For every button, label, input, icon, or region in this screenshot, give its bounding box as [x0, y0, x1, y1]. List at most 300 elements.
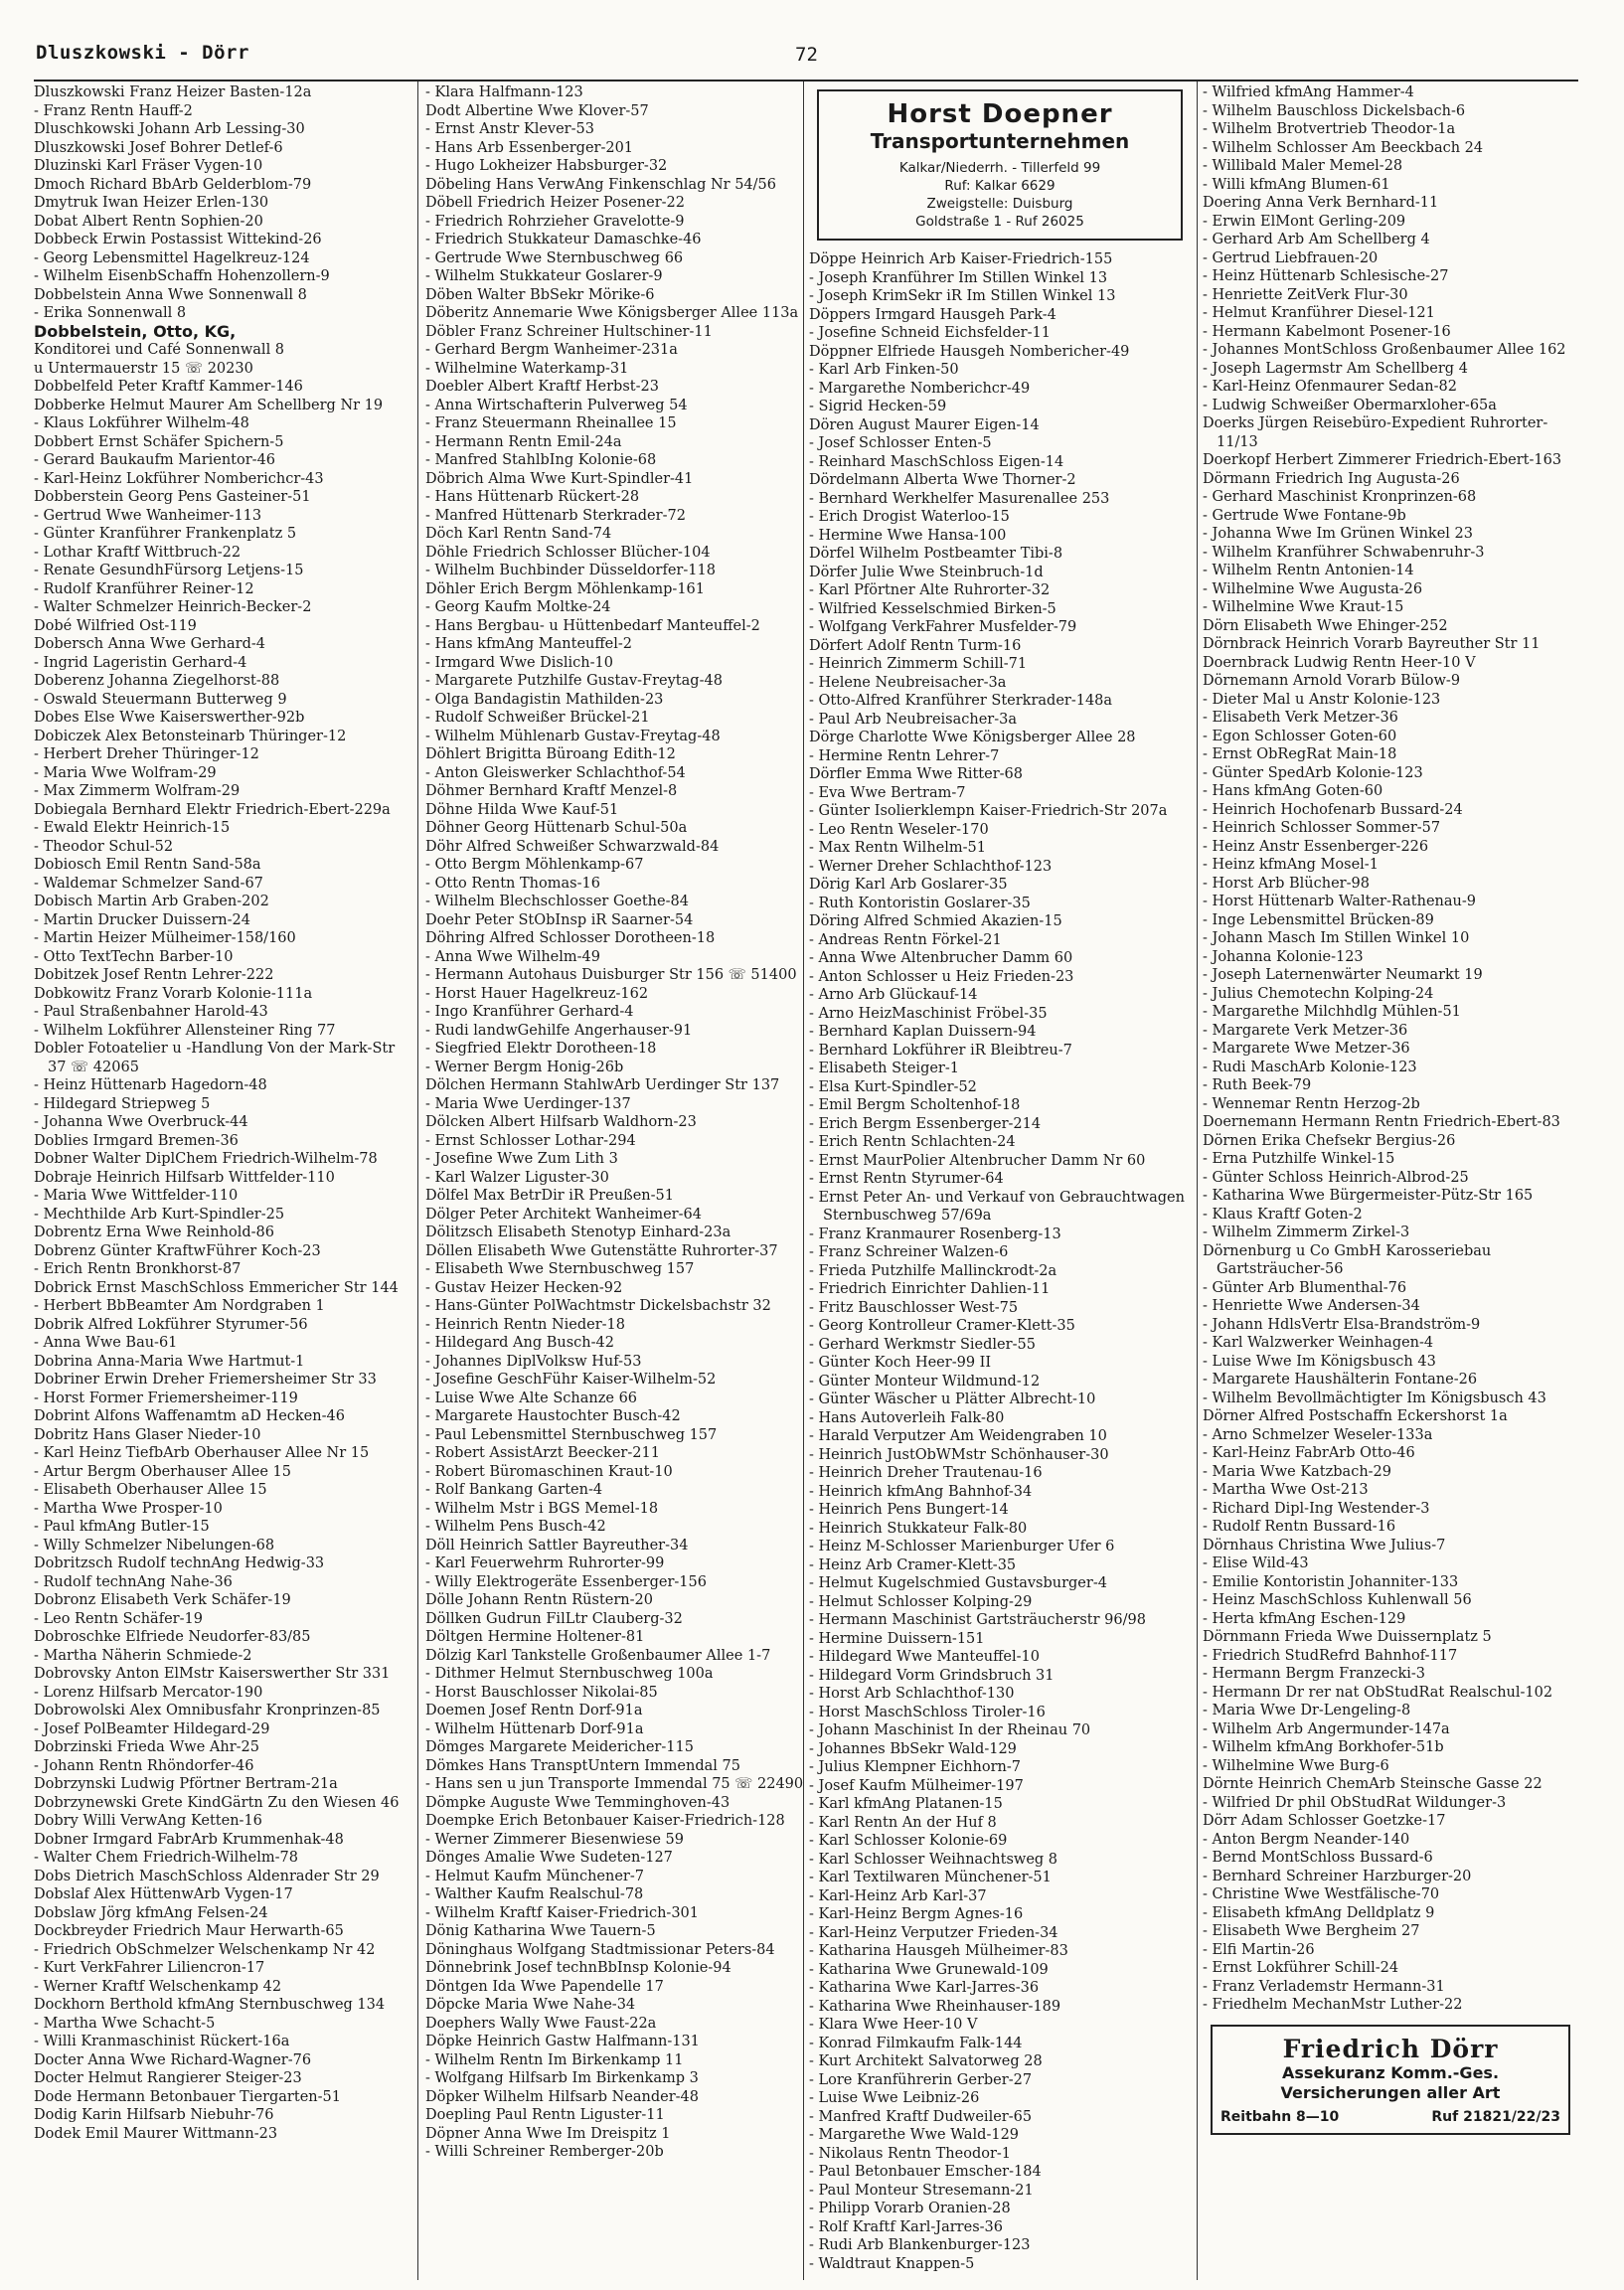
directory-entry: - Wilhelm Bevollmächtigter Im Königsbusch 43 — [1203, 1390, 1546, 1406]
directory-entry: - Hans Bergbau- u Hüttenbedarf Manteuffel-2 — [425, 617, 760, 634]
directory-entry: - Kurt VerkFahrer Liliencron-17 — [34, 1960, 265, 1976]
doepner-advert — [817, 89, 1183, 241]
directory-entry: - Gerhard Bergm Wanheimer-231a — [425, 342, 678, 358]
directory-entry: Döhmer Bernhard Kraftf Menzel-8 — [425, 783, 678, 799]
directory-entry: Dobberstein Georg Pens Gasteiner-51 — [34, 489, 311, 505]
directory-entry: Dörge Charlotte Wwe Königsberger Allee 28 — [809, 730, 1136, 745]
directory-column-1 — [34, 83, 415, 2280]
directory-entry: - Johann Maschinist In der Rheinau 70 — [809, 1722, 1091, 1738]
directory-entry: - Willi kfmAng Blumen-61 — [1203, 176, 1390, 193]
directory-entry: - Erna Putzhilfe Winkel-15 — [1203, 1151, 1395, 1167]
directory-entry: Döninghaus Wolfgang Stadtmissionar Peters-84 — [425, 1941, 775, 1958]
directory-entry: - Andreas Rentn Förkel-21 — [809, 931, 1002, 948]
directory-entry: - Egon Schlosser Goten-60 — [1203, 728, 1397, 744]
directory-entry: Dobat Albert Rentn Sophien-20 — [34, 213, 263, 230]
directory-entry: Dörnemann Arnold Vorarb Bülow-9 — [1203, 673, 1461, 689]
directory-entry: Dobiegala Bernhard Elektr Friedrich-Ebert-229a — [34, 801, 391, 818]
directory-entry: Dobrzinski Frieda Wwe Ahr-25 — [34, 1739, 260, 1755]
directory-entry: - Günter SpedArb Kolonie-123 — [1203, 764, 1423, 781]
directory-entry: - Franz Kranmaurer Rosenberg-13 — [809, 1226, 1061, 1242]
directory-entry: - Heinz Arb Cramer-Klett-35 — [809, 1556, 1017, 1573]
directory-entry: - Klaus Kraftf Goten-2 — [1203, 1206, 1363, 1223]
directory-entry: - Anton Bergm Neander-140 — [1203, 1831, 1410, 1848]
directory-entry: Dluszkowski Franz Heizer Basten-12a — [34, 84, 312, 100]
directory-entry: - Hermann Dr rer nat ObStudRat Realschul-102 — [1203, 1684, 1553, 1701]
directory-entry: - Heinrich Rentn Nieder-18 — [425, 1316, 626, 1333]
directory-entry: - Willy Schmelzer Nibelungen-68 — [34, 1537, 275, 1554]
directory-entry: - Dieter Mal u Anstr Kolonie-123 — [1203, 691, 1441, 708]
directory-column-4 — [1203, 83, 1578, 2280]
directory-entry: Döbeling Hans VerwAng Finkenschlag Nr 54/56 — [425, 176, 776, 193]
directory-entry: - Gerhard Werkmstr Siedler-55 — [809, 1336, 1036, 1353]
directory-entry: - Theodor Schul-52 — [34, 838, 174, 855]
directory-entry: - Heinz kfmAng Mosel-1 — [1203, 857, 1379, 873]
directory-entry: - Friedhelm MechanMstr Luther-22 — [1203, 1997, 1463, 2013]
header-rule — [34, 80, 1578, 82]
directory-entry: Dockhorn Berthold kfmAng Sternbuschweg 134 — [34, 1997, 386, 2013]
directory-entry: - Martin Drucker Duissern-24 — [34, 911, 250, 928]
directory-entry: - Ernst Anstr Klever-53 — [425, 121, 594, 137]
directory-entry: - Horst Arb Blücher-98 — [1203, 875, 1370, 892]
directory-entry: - Karl Textilwaren Münchener-51 — [809, 1870, 1052, 1885]
directory-entry: - Elisabeth Steiger-1 — [809, 1061, 959, 1076]
directory-entry: - Karl-Heinz Arb Karl-37 — [809, 1887, 987, 1904]
directory-entry: - Julius Klempner Eichhorn-7 — [809, 1759, 1022, 1775]
advert-line: Ruf: Kalkar 6629 — [944, 178, 1056, 194]
directory-entry: - Wilhelm Brotvertrieb Theodor-1a — [1203, 121, 1456, 137]
directory-entry: - Ingo Kranführer Gerhard-4 — [425, 1004, 634, 1020]
directory-entry: - Willi Kranmaschinist Rückert-16a — [34, 2034, 290, 2049]
directory-entry: Dobrik Alfred Lokführer Styrumer-56 — [34, 1316, 308, 1333]
directory-entry: - Horst Former Friemersheimer-119 — [34, 1390, 298, 1406]
directory-entry: - Josef Kaufm Mülheimer-197 — [809, 1777, 1024, 1794]
directory-entry: - Wilfried Dr phil ObStudRat Wildunger-3 — [1203, 1794, 1507, 1811]
directory-entry: Doepling Paul Rentn Liguster-11 — [425, 2107, 665, 2123]
directory-entry: - Lore Kranführerin Gerber-27 — [809, 2071, 1033, 2088]
directory-entry: - Sigrid Hecken-59 — [809, 399, 947, 414]
directory-entry: - Rolf Bankang Garten-4 — [425, 1482, 603, 1498]
directory-entry: - Maria Wwe Wittfelder-110 — [34, 1188, 239, 1204]
directory-entry: Doerks Jürgen Reisebüro-Expedient Ruhrorter-11/13 — [1203, 415, 1548, 450]
directory-entry: - Maria Wwe Dr-Lengeling-8 — [1203, 1703, 1411, 1718]
directory-entry: - Helmut Kugelschmied Gustavsburger-4 — [809, 1575, 1107, 1591]
directory-entry: - Gertrude Wwe Fontane-9b — [1203, 507, 1406, 524]
directory-entry: Dörfler Emma Wwe Ritter-68 — [809, 766, 1023, 782]
directory-entry: - Ernst Peter An- und Verkauf von Gebrauchtwagen Sternbuschweg 57/69a — [809, 1189, 1185, 1224]
directory-entry: - Elisabeth Wwe Sternbuschweg 157 — [425, 1261, 695, 1277]
directory-entry: Dölle Johann Rentn Rüstern-20 — [425, 1592, 653, 1608]
directory-entry: - Wilhelm Kraftf Kaiser-Friedrich-301 — [425, 1904, 699, 1921]
directory-entry: Dölchen Hermann StahlwArb Uerdinger Str 137 — [425, 1077, 780, 1093]
directory-entry: - Manfred StahlbIng Kolonie-68 — [425, 452, 657, 468]
directory-entry: - Arno HeizMaschinist Fröbel-35 — [809, 1005, 1048, 1022]
directory-entry: - Johannes DiplVolksw Huf-53 — [425, 1353, 642, 1370]
directory-entry: Döhle Friedrich Schlosser Blücher-104 — [425, 544, 711, 561]
directory-entry: Döhlert Brigitta Büroang Edith-12 — [425, 746, 676, 762]
directory-entry: Dobraje Heinrich Hilfsarb Wittfelder-110 — [34, 1169, 335, 1186]
directory-entry: Dockbreyder Friedrich Maur Herwarth-65 — [34, 1923, 344, 1939]
directory-entry: - Joseph Laternenwärter Neumarkt 19 — [1203, 967, 1483, 983]
directory-entry: - Friedrich Stukkateur Damaschke-46 — [425, 232, 702, 247]
directory-entry: - Anton Schlosser u Heiz Frieden-23 — [809, 968, 1074, 985]
directory-entry: Dobslaw Jörg kfmAng Felsen-24 — [34, 1904, 268, 1921]
directory-entry: - Heinz M-Schlosser Marienburger Ufer 6 — [809, 1539, 1115, 1554]
directory-entry: Dobisch Martin Arb Graben-202 — [34, 894, 269, 909]
directory-entry: - Gertrud Wwe Wanheimer-113 — [34, 507, 262, 524]
directory-entry: - Hermann Autohaus Duisburger Str 156 ☏ 51400 — [425, 967, 797, 983]
directory-entry: - Karl Schlosser Weihnachtsweg 8 — [809, 1851, 1058, 1868]
directory-entry: - Karl Rentn An der Huf 8 — [809, 1814, 997, 1831]
directory-entry: - Rudi landwGehilfe Angerhauser-91 — [425, 1022, 693, 1039]
directory-entry: Döhring Alfred Schlosser Dorotheen-18 — [425, 930, 716, 946]
directory-entry: - Irmgard Wwe Dislich-10 — [425, 654, 613, 671]
directory-entry: - Philipp Vorarb Oranien-28 — [809, 2201, 1011, 2216]
directory-entry: - Elise Wild-43 — [1203, 1555, 1309, 1571]
directory-entry: Doebler Albert Kraftf Herbst-23 — [425, 379, 659, 395]
advert-subtitle: Transportunternehmen — [870, 129, 1130, 153]
directory-entry: - Joseph KrimSekr iR Im Stillen Winkel 13 — [809, 288, 1116, 304]
directory-entry: - Emil Bergm Scholtenhof-18 — [809, 1097, 1021, 1113]
directory-entry: - Wilhelm EisenbSchaffn Hohenzollern-9 — [34, 268, 330, 284]
directory-entry: - Franz Schreiner Walzen-6 — [809, 1244, 1009, 1260]
directory-entry: Dobberke Helmut Maurer Am Schellberg Nr 19 — [34, 397, 384, 413]
directory-entry: - Karl Schlosser Kolonie-69 — [809, 1833, 1008, 1849]
directory-entry: - Heinrich kfmAng Bahnhof-34 — [809, 1483, 1033, 1500]
directory-entry: - Bernd MontSchloss Bussard-6 — [1203, 1850, 1433, 1866]
directory-entry: Dobbelfeld Peter Kraftf Kammer-146 — [34, 379, 303, 395]
advert-line: Kalkar/Niederrh. - Tillerfeld 99 — [898, 160, 1101, 176]
directory-entry: - Harald Verputzer Am Weidengraben 10 — [809, 1428, 1107, 1444]
directory-entry: Dönnebrink Josef technBbInsp Kolonie-94 — [425, 1960, 731, 1976]
directory-entry: - Anna Wwe Altenbrucher Damm 60 — [809, 950, 1073, 966]
directory-entry: - Johannes MontSchloss Großenbaumer Allee 162 — [1203, 342, 1566, 358]
directory-entry: - Heinz Hüttenarb Hagedorn-48 — [34, 1077, 267, 1093]
directory-entry: - Wilhelm Mstr i BGS Memel-18 — [425, 1500, 659, 1517]
directory-entry: Doblies Irmgard Bremen-36 — [34, 1132, 239, 1149]
directory-entry: - Hermine Rentn Lehrer-7 — [809, 747, 1000, 764]
directory-entry: - Günter Monteur Wildmund-12 — [809, 1373, 1041, 1390]
directory-entry: - Anna Wirtschafterin Pulverweg 54 — [425, 397, 688, 413]
directory-entry: - Margarethe Milchhdlg Mühlen-51 — [1203, 1004, 1461, 1020]
directory-entry: - Hans Arb Essenberger-201 — [425, 139, 634, 156]
directory-entry: Dörnen Erika Chefsekr Bergius-26 — [1203, 1132, 1456, 1149]
directory-entry: Dobner Walter DiplChem Friedrich-Wilhelm-78 — [34, 1151, 378, 1167]
directory-entry: - Wilhelmine Wwe Burg-6 — [1203, 1757, 1389, 1774]
directory-entry: - Margarete Haustochter Busch-42 — [425, 1408, 681, 1424]
directory-entry: - Josef Schlosser Enten-5 — [809, 435, 992, 451]
directory-entry: - Johanna Kolonie-123 — [1203, 948, 1364, 965]
directory-entry: - Maria Wwe Wolfram-29 — [34, 764, 217, 781]
directory-entry: - Elisabeth kfmAng Delldplatz 9 — [1203, 1904, 1435, 1921]
directory-entry: - Horst Hüttenarb Walter-Rathenau-9 — [1203, 894, 1476, 909]
directory-entry: - Emilie Kontoristin Johanniter-133 — [1203, 1573, 1459, 1590]
page-number: 72 — [795, 44, 818, 66]
directory-entry: - Heinrich Stukkateur Falk-80 — [809, 1520, 1028, 1537]
directory-entry: - Helmut Kaufm Münchener-7 — [425, 1868, 644, 1884]
directory-entry: Dörner Alfred Postschaffn Eckershorst 1a — [1203, 1408, 1508, 1424]
directory-entry: Dmoch Richard BbArb Gelderblom-79 — [34, 176, 312, 193]
directory-entry: - Paul Lebensmittel Sternbuschweg 157 — [425, 1426, 718, 1443]
directory-entry: - Ernst MaurPolier Altenbrucher Damm Nr 60 — [809, 1152, 1146, 1169]
directory-entry: - Erich Rentn Bronkhorst-87 — [34, 1261, 242, 1277]
directory-entry: - Robert Büromaschinen Kraut-10 — [425, 1463, 673, 1480]
directory-entry: - Konrad Filmkaufm Falk-144 — [809, 2035, 1023, 2051]
directory-entry: Dobkowitz Franz Vorarb Kolonie-111a — [34, 985, 313, 1002]
directory-entry: - Max Rentn Wilhelm-51 — [809, 840, 986, 856]
directory-entry: - Wolfgang VerkFahrer Musfelder-79 — [809, 619, 1077, 635]
directory-entry: Dobrentz Erna Wwe Reinhold-86 — [34, 1225, 274, 1240]
directory-entry: - Martha Näherin Schmiede-2 — [34, 1647, 252, 1664]
directory-entry: - Franz Rentn Hauff-2 — [34, 102, 193, 119]
directory-entry: Dölger Peter Architekt Wanheimer-64 — [425, 1206, 702, 1223]
directory-entry: - Josefine Wwe Zum Lith 3 — [425, 1151, 618, 1167]
directory-entry: - Heinz MaschSchloss Kuhlenwall 56 — [1203, 1592, 1472, 1608]
directory-entry: - Friedrich StudRefrd Bahnhof-117 — [1203, 1647, 1458, 1664]
directory-entry: - Josefine Schneid Eichsfelder-11 — [809, 325, 1051, 341]
directory-entry: - Werner Kraftf Welschenkamp 42 — [34, 1978, 282, 1995]
directory-entry: - Walter Schmelzer Heinrich-Becker-2 — [34, 599, 312, 615]
directory-entry: - Willi Schreiner Remberger-20b — [425, 2144, 664, 2160]
directory-entry: Dobler Fotoatelier u -Handlung Von der Mark-Str 37 ☏ 42065 — [34, 1041, 396, 1075]
directory-entry: - Josefine GeschFühr Kaiser-Wilhelm-52 — [425, 1372, 717, 1388]
directory-entry: - Karl Walzer Liguster-30 — [425, 1169, 609, 1186]
entry-list — [809, 250, 1191, 2273]
directory-entry: Dodt Albertine Wwe Klover-57 — [425, 102, 649, 119]
directory-entry: - Renate GesundhFürsorg Letjens-15 — [34, 563, 304, 578]
directory-entry: - Ernst Lokführer Schill-24 — [1203, 1960, 1399, 1976]
directory-entry: - Georg Kaufm Moltke-24 — [425, 599, 611, 615]
directory-entry: - Oswald Steuermann Butterweg 9 — [34, 691, 287, 708]
directory-entry: - Luise Wwe Im Königsbusch 43 — [1203, 1353, 1436, 1370]
directory-entry: - Martha Wwe Prosper-10 — [34, 1500, 223, 1517]
directory-entry: - Karl-Heinz Ofenmaurer Sedan-82 — [1203, 379, 1457, 395]
directory-entry: - Werner Dreher Schlachthof-123 — [809, 858, 1053, 875]
directory-entry: - Martin Heizer Mülheimer-158/160 — [34, 930, 296, 946]
directory-entry: - Hans sen u jun Transporte Immendal 75 ☏ 22490 — [425, 1776, 804, 1792]
directory-entry: - Rolf Kraftf Karl-Jarres-36 — [809, 2218, 1003, 2235]
directory-entry: Döberitz Annemarie Wwe Königsberger Allee 113a — [425, 305, 799, 321]
directory-entry: - Rudolf Kranführer Reiner-12 — [34, 580, 254, 597]
directory-entry: Dluzinski Karl Fräser Vygen-10 — [34, 158, 263, 174]
directory-entry: - Bernhard Lokführer iR Bleibtreu-7 — [809, 1042, 1072, 1059]
directory-entry: - Katharina Hausgeh Mülheimer-83 — [809, 1943, 1068, 1959]
directory-entry: - Klara Wwe Heer-10 V — [809, 2017, 978, 2033]
advert-phone: Ruf 21821/22/23 — [1431, 2108, 1560, 2125]
directory-entry: - Gustav Heizer Hecken-92 — [425, 1279, 623, 1296]
directory-entry: - Siegfried Elektr Dorotheen-18 — [425, 1041, 657, 1057]
directory-entry: Dönges Amalie Wwe Sudeten-127 — [425, 1850, 673, 1866]
directory-entry: Dömges Margarete Meidericher-115 — [425, 1739, 694, 1755]
directory-entry: - Ernst Schlosser Lothar-294 — [425, 1132, 636, 1149]
directory-entry: - Helene Neubreisacher-3a — [809, 674, 1007, 691]
directory-entry: - Wilhelm Stukkateur Goslarer-9 — [425, 268, 663, 284]
directory-entry: - Wilhelm Lokführer Allensteiner Ring 77 — [34, 1022, 336, 1039]
directory-entry: Dobersch Anna Wwe Gerhard-4 — [34, 636, 265, 652]
directory-entry: - Arno Arb Glückauf-14 — [809, 987, 978, 1003]
directory-entry: - Herbert Dreher Thüringer-12 — [34, 746, 259, 762]
directory-entry: - Wilhelm Pens Busch-42 — [425, 1519, 606, 1535]
directory-entry: - Franz Verlademstr Hermann-31 — [1203, 1978, 1445, 1995]
directory-entry: Döhler Erich Bergm Möhlenkamp-161 — [425, 580, 705, 597]
directory-entry: - Wilhelmine Waterkamp-31 — [425, 360, 629, 377]
directory-entry: - Julius Chemotechn Kolping-24 — [1203, 985, 1434, 1002]
directory-entry: - Gerhard Arb Am Schellberg 4 — [1203, 232, 1430, 247]
directory-entry: - Heinrich JustObWMstr Schönhauser-30 — [809, 1446, 1109, 1463]
directory-entry: - Johanna Wwe Overbruck-44 — [34, 1114, 248, 1130]
directory-entry: Dörnbrack Heinrich Vorarb Bayreuther Str 11 — [1203, 636, 1541, 652]
directory-entry: - Wilhelm Blechschlosser Goethe-84 — [425, 894, 689, 909]
directory-entry: Döbrich Alma Wwe Kurt-Spindler-41 — [425, 470, 694, 487]
directory-entry: - Rudi Arb Blankenburger-123 — [809, 2237, 1031, 2253]
directory-entry: - Heinrich Schlosser Sommer-57 — [1203, 820, 1441, 836]
directory-entry: - Kurt Architekt Salvatorweg 28 — [809, 2053, 1043, 2069]
directory-entry: - Johann Masch Im Stillen Winkel 10 — [1203, 930, 1470, 946]
directory-entry: - Dithmer Helmut Sternbuschweg 100a — [425, 1666, 714, 1682]
directory-entry: - Artur Bergm Oberhauser Allee 15 — [34, 1463, 291, 1480]
directory-entry: Dobitzek Josef Rentn Lehrer-222 — [34, 967, 274, 983]
directory-entry: - Heinz Hüttenarb Schlesische-27 — [1203, 268, 1449, 284]
directory-entry: Dobrina Anna-Maria Wwe Hartmut-1 — [34, 1353, 305, 1370]
directory-entry: - Georg Kontrolleur Cramer-Klett-35 — [809, 1318, 1075, 1334]
directory-entry: Döhner Georg Hüttenarb Schul-50a — [425, 820, 688, 836]
directory-entry: - Josef PolBeamter Hildegard-29 — [34, 1720, 270, 1737]
directory-entry: Dobrint Alfons Waffenamtm aD Hecken-46 — [34, 1408, 345, 1424]
directory-entry: - Johanna Wwe Im Grünen Winkel 23 — [1203, 526, 1473, 542]
directory-entry: - Otto Rentn Thomas-16 — [425, 875, 600, 892]
directory-entry: - Wennemar Rentn Herzog-2b — [1203, 1095, 1420, 1112]
directory-entry: - Karl Feuerwehrm Ruhrorter-99 — [425, 1555, 665, 1571]
directory-entry: - Erich Drogist Waterloo-15 — [809, 509, 1010, 525]
directory-entry: Doempke Erich Betonbauer Kaiser-Friedrich-128 — [425, 1813, 785, 1829]
directory-entry: - Paul kfmAng Butler-15 — [34, 1519, 210, 1535]
directory-entry: Dobrzynski Ludwig Pförtner Bertram-21a — [34, 1776, 338, 1792]
directory-entry: - Ewald Elektr Heinrich-15 — [34, 820, 231, 836]
directory-entry: Dobes Else Wwe Kaiserswerther-92b — [34, 710, 305, 726]
directory-entry: Dörn Elisabeth Wwe Ehinger-252 — [1203, 617, 1448, 634]
advert-line: Assekuranz Komm.-Ges. — [1281, 2062, 1500, 2082]
directory-entry: Dörnhaus Christina Wwe Julius-7 — [1203, 1537, 1446, 1554]
directory-entry: - Karl kfmAng Platanen-15 — [809, 1796, 1003, 1812]
directory-entry: - Elsa Kurt-Spindler-52 — [809, 1078, 977, 1095]
directory-entry: Dobrick Ernst MaschSchloss Emmericher Str 144 — [34, 1279, 399, 1296]
advert-title: Friedrich Dörr — [1282, 2034, 1499, 2063]
directory-entry: Dömkes Hans TransptUntern Immendal 75 — [425, 1757, 740, 1774]
directory-entry: - Hermine Duissern-151 — [809, 1630, 985, 1647]
advert-line: Zweigstelle: Duisburg — [926, 196, 1073, 212]
directory-entry: Döllen Elisabeth Wwe Gutenstätte Ruhrorter-37 — [425, 1242, 778, 1259]
directory-entry: - Wilhelm kfmAng Borkhofer-51b — [1203, 1739, 1444, 1755]
directory-entry: - Heinrich Dreher Trautenau-16 — [809, 1465, 1043, 1481]
directory-entry: - Johannes BbSekr Wald-129 — [809, 1740, 1017, 1757]
directory-entry: - Wilhelm Zimmerm Zirkel-3 — [1203, 1225, 1410, 1240]
directory-entry: Dobé Wilfried Ost-119 — [34, 617, 197, 634]
directory-entry: - Luise Wwe Alte Schanze 66 — [425, 1390, 638, 1406]
directory-entry: Dörnmann Frieda Wwe Duissernplatz 5 — [1203, 1629, 1492, 1645]
directory-entry: - Elisabeth Oberhauser Allee 15 — [34, 1482, 267, 1498]
directory-entry: - Bernhard Werkhelfer Masurenallee 253 — [809, 490, 1110, 507]
directory-entry: - Rudolf technAng Nahe-36 — [34, 1573, 233, 1590]
directory-entry: - Wilhelm Mühlenarb Gustav-Freytag-48 — [425, 728, 721, 744]
directory-entry: - Hermann Maschinist Gartsträucherstr 96/98 — [809, 1612, 1146, 1628]
column-divider — [417, 82, 418, 2280]
directory-entry: Dörnenburg u Co GmbH Karosseriebau Gartsträucher-56 — [1203, 1242, 1492, 1277]
directory-entry: Dörfel Wilhelm Postbeamter Tibi-8 — [809, 546, 1063, 562]
directory-entry: Doephers Wally Wwe Faust-22a — [425, 2015, 657, 2032]
running-head: Dluszkowski - Dörr — [36, 42, 249, 64]
directory-entry: - Anton Gleiswerker Schlachthof-54 — [425, 764, 686, 781]
directory-entry: Doernemann Hermann Rentn Friedrich-Ebert-83 — [1203, 1114, 1560, 1130]
directory-entry: - Horst MaschSchloss Tiroler-16 — [809, 1704, 1046, 1720]
directory-entry: Döppner Elfriede Hausgeh Nombericher-49 — [809, 343, 1130, 360]
directory-entry: - Manfred Kraftf Dudweiler-65 — [809, 2108, 1033, 2125]
directory-entry: Dobry Willi VerwAng Ketten-16 — [34, 1813, 262, 1829]
directory-entry: Dörnte Heinrich ChemArb Steinsche Gasse 22 — [1203, 1776, 1543, 1792]
directory-entry: Dobrovsky Anton ElMstr Kaiserswerther Str 331 — [34, 1666, 391, 1682]
directory-entry: Doering Anna Verk Bernhard-11 — [1203, 195, 1439, 211]
advert-address: Reitbahn 8—10 — [1220, 2108, 1340, 2125]
directory-entry: - Elfi Martin-26 — [1203, 1941, 1315, 1958]
directory-entry: - Maria Wwe Katzbach-29 — [1203, 1463, 1392, 1480]
directory-entry: Dördelmann Alberta Wwe Thorner-2 — [809, 472, 1076, 488]
directory-entry: - Horst Arb Schlachthof-130 — [809, 1686, 1015, 1702]
directory-entry: Dobner Irmgard FabrArb Krummenhak-48 — [34, 1831, 344, 1848]
directory-entry: Dobriner Erwin Dreher Friemersheimer Str 33 — [34, 1372, 377, 1388]
directory-entry: Dobs Dietrich MaschSchloss Aldenrader Str 29 — [34, 1868, 380, 1884]
directory-entry: - Rudi MaschArb Kolonie-123 — [1203, 1059, 1417, 1075]
directory-entry: - Günter Wäscher u Plätter Albrecht-10 — [809, 1391, 1096, 1407]
directory-entry: Döllken Gudrun FilLtr Clauberg-32 — [425, 1610, 683, 1627]
directory-entry: u Untermauerstr 15 ☏ 20230 — [34, 360, 253, 377]
directory-entry: Döll Heinrich Sattler Bayreuther-34 — [425, 1537, 689, 1554]
directory-entry: Döbell Friedrich Heizer Posener-22 — [425, 195, 685, 211]
directory-entry: - Horst Bauschlosser Nikolai-85 — [425, 1684, 658, 1701]
directory-entry: - Arno Schmelzer Weseler-133a — [1203, 1426, 1433, 1443]
directory-entry: Döntgen Ida Wwe Papendelle 17 — [425, 1978, 664, 1995]
directory-entry: Dobrowolski Alex Omnibusfahr Kronprinzen-85 — [34, 1703, 381, 1718]
directory-entry: - Margarete Haushälterin Fontane-26 — [1203, 1372, 1478, 1388]
directory-entry: - Manfred Hüttenarb Sterkrader-72 — [425, 507, 686, 524]
directory-entry: Döhne Hilda Wwe Kauf-51 — [425, 801, 619, 818]
directory-entry: - Karl Heinz TiefbArb Oberhauser Allee Nr 15 — [34, 1445, 370, 1461]
directory-entry: - Katharina Wwe Karl-Jarres-36 — [809, 1980, 1040, 1996]
directory-entry: - Max Zimmerm Wolfram-29 — [34, 783, 241, 799]
directory-entry: - Katharina Wwe Bürgermeister-Pütz-Str 165 — [1203, 1188, 1534, 1204]
directory-entry: Dodek Emil Maurer Wittmann-23 — [34, 2125, 278, 2142]
directory-entry: - Gertrud Liebfrauen-20 — [1203, 249, 1379, 266]
directory-entry: - Gerard Baukaufm Marientor-46 — [34, 452, 276, 468]
directory-entry: - Günter Arb Blumenthal-76 — [1203, 1279, 1407, 1296]
advert-line: Goldstraße 1 - Ruf 26025 — [915, 214, 1084, 230]
directory-entry: - Wolfgang Hilfsarb Im Birkenkamp 3 — [425, 2070, 699, 2086]
directory-entry: - Hermann Rentn Emil-24a — [425, 433, 622, 450]
directory-entry: Dobslaf Alex HüttenwArb Vygen-17 — [34, 1886, 293, 1902]
directory-entry: - Anna Wwe Wilhelm-49 — [425, 948, 600, 965]
directory-entry: - Wilfried Kesselschmied Birken-5 — [809, 600, 1056, 617]
directory-entry: - Paul Betonbauer Emscher-184 — [809, 2164, 1042, 2180]
directory-entry: - Hildegard Striepweg 5 — [34, 1095, 211, 1112]
directory-entry: Döpner Anna Wwe Im Dreispitz 1 — [425, 2125, 671, 2142]
directory-entry: - Günter Isolierklempn Kaiser-Friedrich-Str 207a — [809, 803, 1168, 819]
directory-entry: - Lothar Kraftf Wittbruch-22 — [34, 544, 242, 561]
directory-entry: Doemen Josef Rentn Dorf-91a — [425, 1703, 643, 1718]
directory-entry: - Günter Schloss Heinrich-Albrod-25 — [1203, 1169, 1469, 1186]
directory-entry: - Olga Bandagistin Mathilden-23 — [425, 691, 664, 708]
directory-entry: - Günter Koch Heer-99 II — [809, 1355, 992, 1371]
directory-entry: - Wilfried kfmAng Hammer-4 — [1203, 84, 1414, 100]
directory-entry: - Eva Wwe Bertram-7 — [809, 784, 966, 801]
directory-entry: - Otto TextTechn Barber-10 — [34, 948, 234, 965]
directory-entry: - Wilhelm Buchbinder Düsseldorfer-118 — [425, 563, 716, 578]
